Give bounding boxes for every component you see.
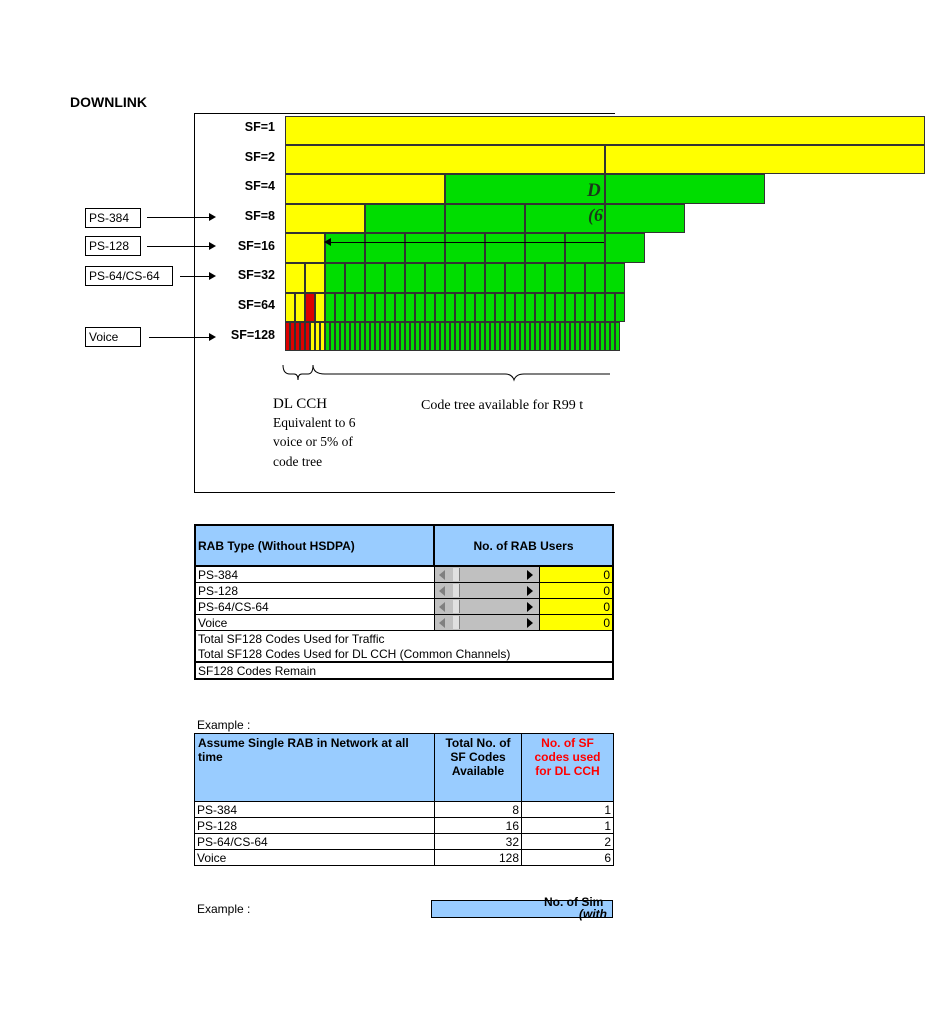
code-cell — [425, 293, 435, 322]
dl-cch-desc-3: code tree — [273, 454, 323, 469]
code-cell — [555, 293, 565, 322]
dl-cch-desc-1: Equivalent to 6 — [273, 415, 356, 430]
example2-header-line2: (with — [579, 907, 607, 921]
rab-row-type: PS-128 — [195, 583, 434, 599]
tree-row-sf1 — [285, 116, 925, 145]
rab-scrollbar[interactable] — [434, 583, 539, 599]
rab-label-ps128: PS-128 — [85, 236, 141, 256]
rab-row-value[interactable]: 0 — [539, 599, 613, 615]
code-cell — [445, 174, 605, 204]
code-cell — [455, 293, 465, 322]
code-cell — [325, 293, 335, 322]
rab-type-header: RAB Type (Without HSDPA) — [195, 525, 434, 566]
example-row-cch: 1 — [522, 802, 614, 818]
code-cell — [545, 293, 555, 322]
tree-row-sf64 — [285, 293, 925, 322]
rab-label-ps384: PS-384 — [85, 208, 141, 228]
code-cell — [605, 204, 685, 233]
table-row — [195, 615, 613, 631]
example-header-total: Total No. of SF Codes Available — [435, 734, 522, 802]
tree-row-sf16 — [285, 233, 925, 263]
code-cell — [525, 233, 565, 263]
code-cell — [285, 145, 605, 174]
code-cell — [365, 263, 385, 293]
code-cell — [615, 293, 625, 322]
code-cell — [335, 293, 345, 322]
brace-graphic — [280, 362, 610, 384]
code-cell — [475, 293, 485, 322]
rab-scrollbar[interactable] — [434, 599, 539, 615]
rab-row-type: PS-64/CS-64 — [195, 599, 434, 615]
rab-row-type: Voice — [195, 615, 434, 631]
code-cell — [295, 293, 305, 322]
code-cell — [425, 263, 445, 293]
code-cell — [445, 233, 485, 263]
code-cell — [405, 293, 415, 322]
rab-users-table — [194, 524, 614, 680]
total-cch-label: Total SF128 Codes Used for DL CCH (Common Channels) — [195, 646, 613, 662]
sf-label-128: SF=128 — [230, 328, 275, 342]
example-label-2: Example : — [197, 902, 251, 916]
example-table — [194, 733, 614, 866]
rab-row-value[interactable]: 0 — [539, 583, 613, 599]
code-cell — [445, 263, 465, 293]
code-cell — [535, 293, 545, 322]
example-label-1: Example : — [197, 718, 251, 732]
sf-label-4: SF=4 — [244, 179, 275, 193]
example-row-total: 32 — [435, 834, 522, 850]
table-row — [195, 818, 614, 834]
sf-label-1: SF=1 — [244, 120, 275, 134]
sf-label-8: SF=8 — [244, 209, 275, 223]
code-cell — [445, 293, 455, 322]
code-cell — [285, 233, 325, 263]
code-cell — [605, 174, 765, 204]
code-cell — [285, 116, 925, 145]
code-cell — [375, 293, 385, 322]
code-cell — [305, 263, 325, 293]
code-cell — [355, 293, 365, 322]
sf-label-64: SF=64 — [237, 298, 275, 312]
code-cell — [605, 263, 625, 293]
scroll-right-icon[interactable] — [527, 602, 533, 612]
rab-scrollbar[interactable] — [434, 615, 539, 631]
sf-label-2: SF=2 — [244, 150, 275, 164]
rab-row-value[interactable]: 0 — [539, 566, 613, 583]
example-row-type: PS-128 — [195, 818, 435, 834]
tree-row-sf4 — [285, 174, 925, 204]
tree-overlay-text-2: (6 — [588, 205, 603, 225]
tree-row-sf32 — [285, 263, 925, 293]
code-cell — [485, 293, 495, 322]
code-cell — [505, 263, 525, 293]
code-cell — [565, 233, 605, 263]
code-cell — [365, 233, 405, 263]
example-header-cch: No. of SF codes used for DL CCH — [522, 734, 614, 802]
code-cell — [485, 233, 525, 263]
example-row-total: 16 — [435, 818, 522, 834]
scroll-left-icon[interactable] — [439, 570, 445, 580]
code-cell — [495, 293, 505, 322]
scroll-left-icon[interactable] — [439, 618, 445, 628]
rab-row-type: PS-384 — [195, 566, 434, 583]
tree-overlay-text-1: D — [587, 180, 601, 201]
example-row-total: 8 — [435, 802, 522, 818]
code-cell — [285, 293, 295, 322]
code-tree-caption: Code tree available for R99 t — [421, 398, 584, 413]
table-row — [195, 599, 613, 615]
arrow-voice-line — [149, 337, 209, 338]
dl-cch-desc-2: voice or 5% of — [273, 434, 353, 449]
arrow-ps64-head — [209, 272, 216, 280]
rab-scrollbar[interactable] — [434, 566, 539, 583]
code-cell — [345, 263, 365, 293]
code-cell — [585, 293, 595, 322]
code-cell — [505, 293, 515, 322]
code-cell — [385, 293, 395, 322]
rab-users-header: No. of RAB Users — [434, 525, 613, 566]
code-cell — [285, 204, 365, 233]
table-row — [195, 583, 613, 599]
code-cell — [405, 233, 445, 263]
code-cell — [605, 293, 615, 322]
arrow-ps384-line — [147, 217, 209, 218]
arrow-ps128-head — [209, 242, 216, 250]
example-row-type: Voice — [195, 850, 435, 866]
arrow-ps64-line — [180, 276, 209, 277]
code-cell — [465, 293, 475, 322]
arrow-ps128-line — [147, 246, 209, 247]
code-cell — [565, 263, 585, 293]
example-row-type: PS-64/CS-64 — [195, 834, 435, 850]
code-cell — [395, 293, 405, 322]
code-cell — [315, 293, 325, 322]
arrow-voice-head — [209, 333, 216, 341]
rab-row-value[interactable]: 0 — [539, 615, 613, 631]
sf16-arrow-head — [324, 238, 331, 246]
code-cell — [575, 293, 585, 322]
example-row-cch: 2 — [522, 834, 614, 850]
example-row-total: 128 — [435, 850, 522, 866]
table-row — [195, 566, 613, 583]
code-cell — [605, 233, 645, 263]
page-title: DOWNLINK — [70, 94, 147, 110]
code-cell — [405, 263, 425, 293]
code-cell — [595, 293, 605, 322]
tree-row-sf128 — [285, 322, 925, 351]
example2-header-line1: No. of Sim — [544, 895, 604, 909]
sf-label-32: SF=32 — [237, 268, 275, 282]
scroll-right-icon[interactable] — [527, 618, 533, 628]
code-cell — [605, 145, 925, 174]
sf-label-16: SF=16 — [237, 239, 275, 253]
code-cell — [515, 293, 525, 322]
arrow-ps384-head — [209, 213, 216, 221]
example-row-type: PS-384 — [195, 802, 435, 818]
code-cell — [545, 263, 565, 293]
code-cell — [415, 293, 425, 322]
table-row — [195, 802, 614, 818]
tree-row-sf8 — [285, 204, 925, 233]
scroll-right-icon[interactable] — [527, 570, 533, 580]
code-cell — [565, 293, 575, 322]
code-cell — [585, 263, 605, 293]
table-row — [195, 850, 614, 866]
code-cell — [285, 263, 305, 293]
scroll-right-icon[interactable] — [527, 586, 533, 596]
code-cell — [365, 293, 375, 322]
code-cell — [345, 293, 355, 322]
code-cell — [385, 263, 405, 293]
example-header-assume: Assume Single RAB in Network at all time — [195, 734, 435, 802]
code-cell — [615, 322, 620, 351]
code-cell — [445, 204, 525, 233]
sf16-arrow-line — [330, 242, 604, 243]
code-cell — [465, 263, 485, 293]
code-cell — [305, 293, 315, 322]
code-cell — [325, 233, 365, 263]
scroll-left-icon[interactable] — [439, 586, 445, 596]
table-row — [195, 834, 614, 850]
dl-cch-title: DL CCH — [273, 396, 328, 412]
code-cell — [285, 174, 445, 204]
code-cell — [435, 293, 445, 322]
code-cell — [365, 204, 445, 233]
example2-header — [431, 895, 613, 921]
rab-label-voice: Voice — [85, 327, 141, 347]
tree-row-sf2 — [285, 145, 925, 174]
codes-remain-label: SF128 Codes Remain — [195, 662, 613, 679]
total-traffic-label: Total SF128 Codes Used for Traffic — [195, 631, 613, 647]
scroll-left-icon[interactable] — [439, 602, 445, 612]
example-row-cch: 1 — [522, 818, 614, 834]
rab-label-ps64: PS-64/CS-64 — [85, 266, 173, 286]
example-row-cch: 6 — [522, 850, 614, 866]
code-cell — [525, 293, 535, 322]
code-cell — [325, 263, 345, 293]
code-cell — [485, 263, 505, 293]
code-cell — [525, 263, 545, 293]
